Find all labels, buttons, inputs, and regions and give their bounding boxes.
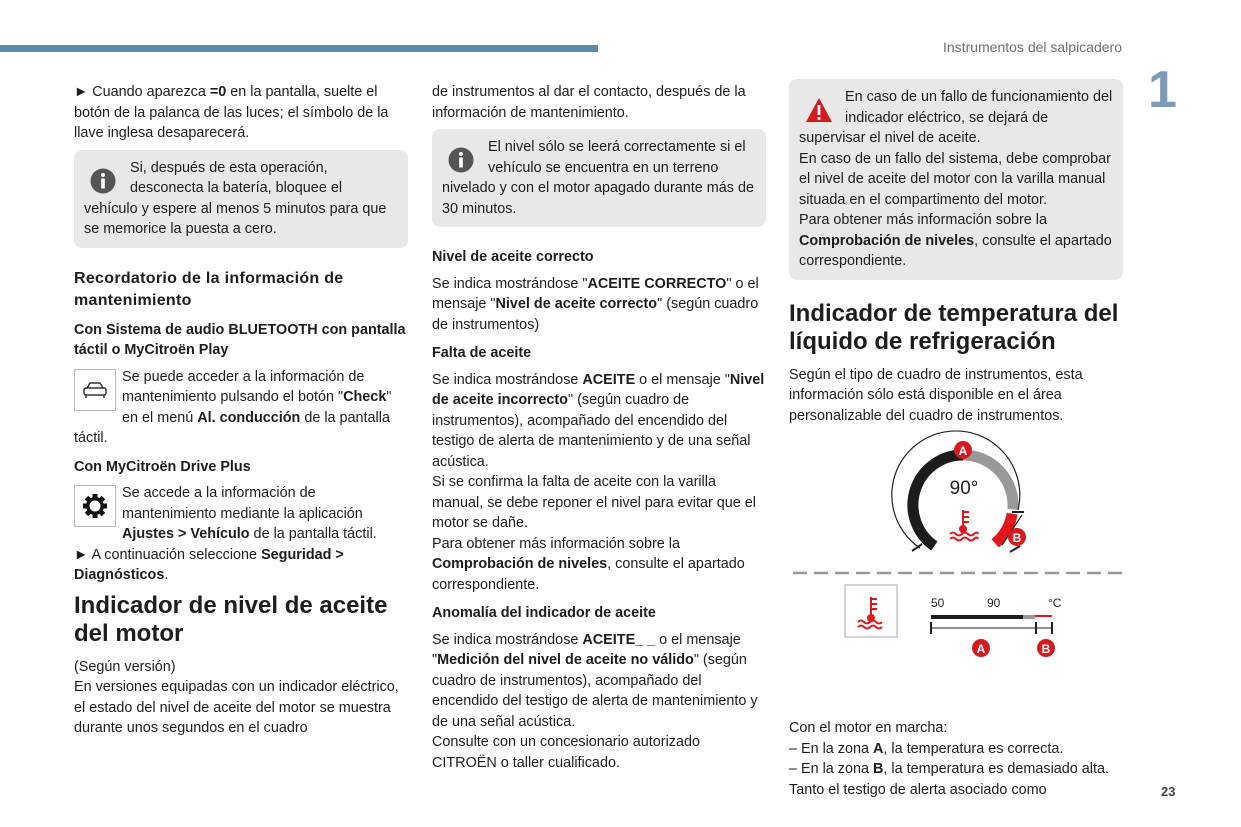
bold-text: Check: [343, 389, 387, 405]
text-run: Para obtener más información sobre la: [799, 212, 1047, 228]
paragraph: [432, 370, 766, 473]
icon-paragraph: [74, 483, 408, 545]
text-run: ► Cuando aparezca: [74, 84, 210, 100]
info-note: [432, 129, 766, 227]
text-run: " (según cuadro de instrumentos): [432, 296, 759, 333]
text-run: de instrumentos al dar el contacto, después de la información de mantenimiento.: [432, 84, 746, 121]
text-run: , la temperatura es demasiado alta. Tanto el testigo de alerta asociado como: [789, 761, 1109, 798]
scale-mid: 90: [987, 596, 1001, 610]
subheading: [74, 320, 408, 361]
text-run: " o el mensaje ": [432, 275, 759, 312]
text-run: Con MyCitroën Drive Plus: [74, 458, 251, 475]
paragraph: [432, 732, 766, 773]
text-run: Con el motor en marcha:: [789, 720, 948, 736]
text-run: , consulte el apartado correspondiente.: [799, 232, 1112, 269]
section-title: Instrumentos del salpicadero: [943, 39, 1122, 55]
text-run: Indicador de temperatura del líquido de refrigeración: [789, 299, 1119, 355]
paragraph: [789, 739, 1123, 760]
paragraph: [74, 677, 408, 739]
text-run: En versiones equipadas con un indicador eléctrico, el estado del nivel de aceite del motor se muestra durante unos segundos en el cuadro: [74, 679, 399, 736]
subheading: [74, 457, 408, 478]
text-run: o el mensaje ": [432, 631, 741, 668]
column-1: [74, 82, 408, 739]
paragraph: [789, 718, 1123, 739]
paragraph: [74, 657, 408, 678]
info-icon: [90, 168, 116, 194]
note-text: [84, 158, 398, 240]
subheading: [432, 343, 766, 364]
paragraph: [789, 365, 1123, 427]
text-run: Consulte con un concesionario autorizado CITROËN o taller cualificado.: [432, 734, 700, 771]
bold-text: ACEITE: [582, 371, 636, 388]
info-icon: [448, 147, 474, 173]
bold-text: Nivel de aceite incorrecto: [432, 371, 765, 408]
text-run: (Según versión): [74, 658, 176, 675]
coolant-temperature-icon: [950, 510, 978, 541]
text-run: Nivel de aceite correcto: [432, 249, 594, 265]
bold-text: A: [873, 740, 884, 757]
text-run: En caso de un fallo de funcionamiento del indicador eléctrico, se dejará de supervisar el nivel de aceite.: [799, 89, 1113, 146]
bold-text: ACEITE CORRECTO: [587, 275, 727, 292]
bold-text: Ajustes > Vehículo: [122, 526, 250, 542]
text-run: Según el tipo de cuadro de instrumentos, esta información sólo está disponible en el área personalizable del cuadro de instrumentos.: [789, 366, 1083, 424]
column-2: [432, 82, 766, 773]
bold-text: Comprobación de niveles: [799, 232, 975, 249]
paragraph: [432, 630, 766, 733]
header-accent-bar: [0, 45, 598, 52]
text-run: Para obtener más información sobre la: [432, 535, 680, 552]
text-run: En caso de un fallo del sistema, debe comprobar el nivel de aceite del motor con la varilla manual situada en el compartimento del motor.: [799, 150, 1111, 208]
chapter-number: 1: [1148, 61, 1177, 119]
note-text: [799, 210, 1113, 272]
paragraph: [432, 82, 766, 123]
text-run: Falta de aceite: [432, 345, 532, 361]
bold-text: ACEITE_ _: [582, 631, 656, 648]
text-run: Se indica mostrándose ": [432, 275, 588, 292]
bold-text: B: [873, 761, 884, 777]
gauge: [892, 431, 1026, 552]
text-run: " en el menú: [122, 389, 392, 426]
info-note: [74, 150, 408, 248]
paragraph: [432, 534, 766, 596]
text-run: Si se confirma la falta de aceite con la varilla manual, se debe reponer el nivel para evitar que el motor se dañe.: [432, 474, 756, 531]
page-number: 23: [1161, 784, 1176, 799]
paragraph: [432, 274, 766, 336]
text-run: .: [164, 567, 169, 583]
section-heading: [789, 300, 1123, 357]
text-run: Recordatorio de la información de mantenimiento: [74, 269, 344, 309]
text-run: , la temperatura es correcta.: [883, 740, 1064, 757]
text-run: Se indica mostrándose: [432, 631, 583, 648]
bold-text: =0: [209, 84, 227, 100]
gauge-value: 90°: [949, 478, 979, 499]
bold-text: Seguridad > Diagnósticos: [74, 546, 344, 583]
text-run: ► A continuación seleccione: [74, 546, 262, 563]
text-run: Se puede acceder a la información de mantenimiento pulsando el botón ": [122, 368, 365, 405]
text-run: Se indica mostrándose: [432, 371, 583, 388]
paragraph: [74, 82, 408, 144]
subheading: [74, 268, 408, 312]
subheading: [432, 603, 766, 624]
text-run: – En la zona: [789, 761, 874, 777]
gear-icon: [74, 485, 116, 527]
text-run: Anomalía del indicador de aceite: [432, 605, 656, 621]
icon-paragraph: [74, 367, 408, 449]
text-run: , consulte el apartado correspondiente.: [432, 556, 745, 593]
scale-unit: °C: [1048, 596, 1062, 610]
text-run: Indicador de nivel de aceite del motor: [74, 591, 388, 647]
text-run: " (según cuadro de instrumentos), acompañado del encendido del testigo de alerta de mantenimiento y de una señal acústica.: [432, 652, 758, 730]
text-run: de la pantalla táctil.: [249, 526, 377, 542]
warning-note: [789, 79, 1123, 280]
text-run: de la pantalla táctil.: [74, 409, 390, 446]
note-text: [442, 137, 756, 219]
text-run: o el mensaje ": [635, 371, 730, 388]
bold-text: Al. conducción: [197, 409, 301, 426]
subheading: [432, 247, 766, 268]
text-run: Se accede a la información de mantenimiento mediante la aplicación: [122, 485, 363, 522]
text-run: Con Sistema de audio BLUETOOTH con pantalla táctil o MyCitroën Play: [74, 321, 406, 358]
car-icon: [74, 369, 116, 411]
note-text: [799, 87, 1113, 149]
zone-b-label: B: [1012, 531, 1022, 545]
text-run: " (según cuadro de instrumentos), acompañado del encendido del testigo de alerta de mantenimiento y de una señal acústica.: [432, 392, 751, 470]
scale-min: 50: [931, 596, 945, 610]
bold-text: Medición del nivel de aceite no válido: [437, 652, 694, 668]
coolant-temperature-diagram: [790, 430, 1125, 670]
text-run: El nivel sólo se leerá correctamente si el vehículo se encuentra en un terreno nivelado y con el motor apagado durante más de 30 minutos.: [442, 139, 754, 217]
paragraph: [789, 759, 1123, 800]
text-run: – En la zona: [789, 740, 874, 757]
text-run: Si, después de esta operación, desconecta la batería, bloquee el vehículo y espere al menos 5 minutos para que se memorice la puesta a cero.: [84, 159, 387, 237]
zone-a-label: A: [958, 444, 968, 458]
section-heading: [74, 592, 408, 649]
note-text: [799, 149, 1113, 211]
scale-zone-a: A: [976, 642, 986, 656]
bold-text: Nivel de aceite correcto: [495, 296, 658, 312]
paragraph: [432, 472, 766, 534]
scale-zone-b: B: [1041, 642, 1051, 656]
paragraph: [74, 545, 408, 586]
bold-text: Comprobación de niveles: [432, 556, 608, 572]
text-run: en la pantalla, suelte el botón de la palanca de las luces; el símbolo de la llave inglesa desaparecerá.: [74, 84, 389, 141]
warning-icon: [805, 97, 831, 123]
